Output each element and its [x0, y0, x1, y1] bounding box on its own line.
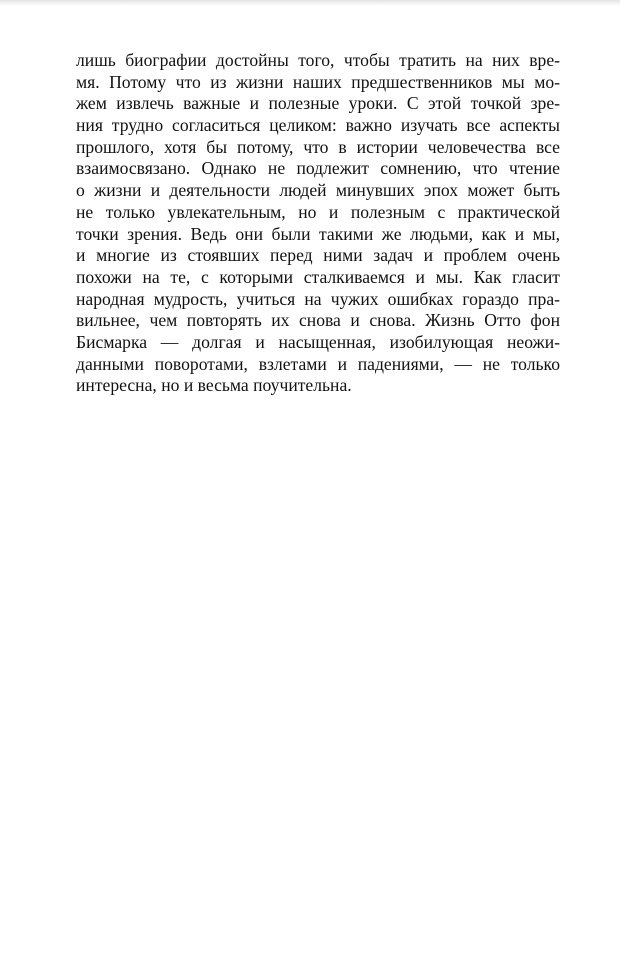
- text-line: жем извлечь важные и полезные уроки. С этой точкой зре-: [76, 93, 560, 114]
- text-line: прошлого, хотя бы потому, что в истории человечества все: [76, 136, 560, 157]
- text-line: ния трудно согласиться целиком: важно изучать все аспекты: [76, 115, 560, 136]
- page-top-edge: [0, 0, 620, 6]
- text-line: и многие из стоявших перед ними задач и проблем очень: [76, 245, 560, 266]
- text-line: взаимосвязано. Однако не подлежит сомнению, что чтение: [76, 158, 560, 179]
- text-line: лишь биографии достойны того, чтобы тратить на них вре-: [76, 50, 560, 70]
- text-line: о жизни и деятельности людей минувших эпох может быть: [76, 180, 560, 201]
- text-line: народная мудрость, учиться на чужих ошибках гораздо пра-: [76, 288, 560, 309]
- text-line: не только увлекательным, но и полезным с практической: [76, 201, 560, 222]
- text-line: точки зрения. Ведь они были такими же людьми, как и мы,: [76, 223, 560, 244]
- text-line: Бисмарка — долгая и насыщенная, изобилующая неожи-: [76, 331, 560, 352]
- text-line: данными поворотами, взлетами и падениями, — не только: [76, 353, 560, 374]
- text-line: похожи на те, с которыми сталкиваемся и мы. Как гласит: [76, 266, 560, 287]
- text-line: вильнее, чем повторять их снова и снова. Жизнь Отто фон: [76, 310, 560, 331]
- text-line: мя. Потому что из жизни наших предшественников мы мо-: [76, 71, 560, 92]
- body-paragraph: [76, 50, 560, 397]
- text-line-last: интересна, но и весьма поучительна.: [76, 375, 352, 396]
